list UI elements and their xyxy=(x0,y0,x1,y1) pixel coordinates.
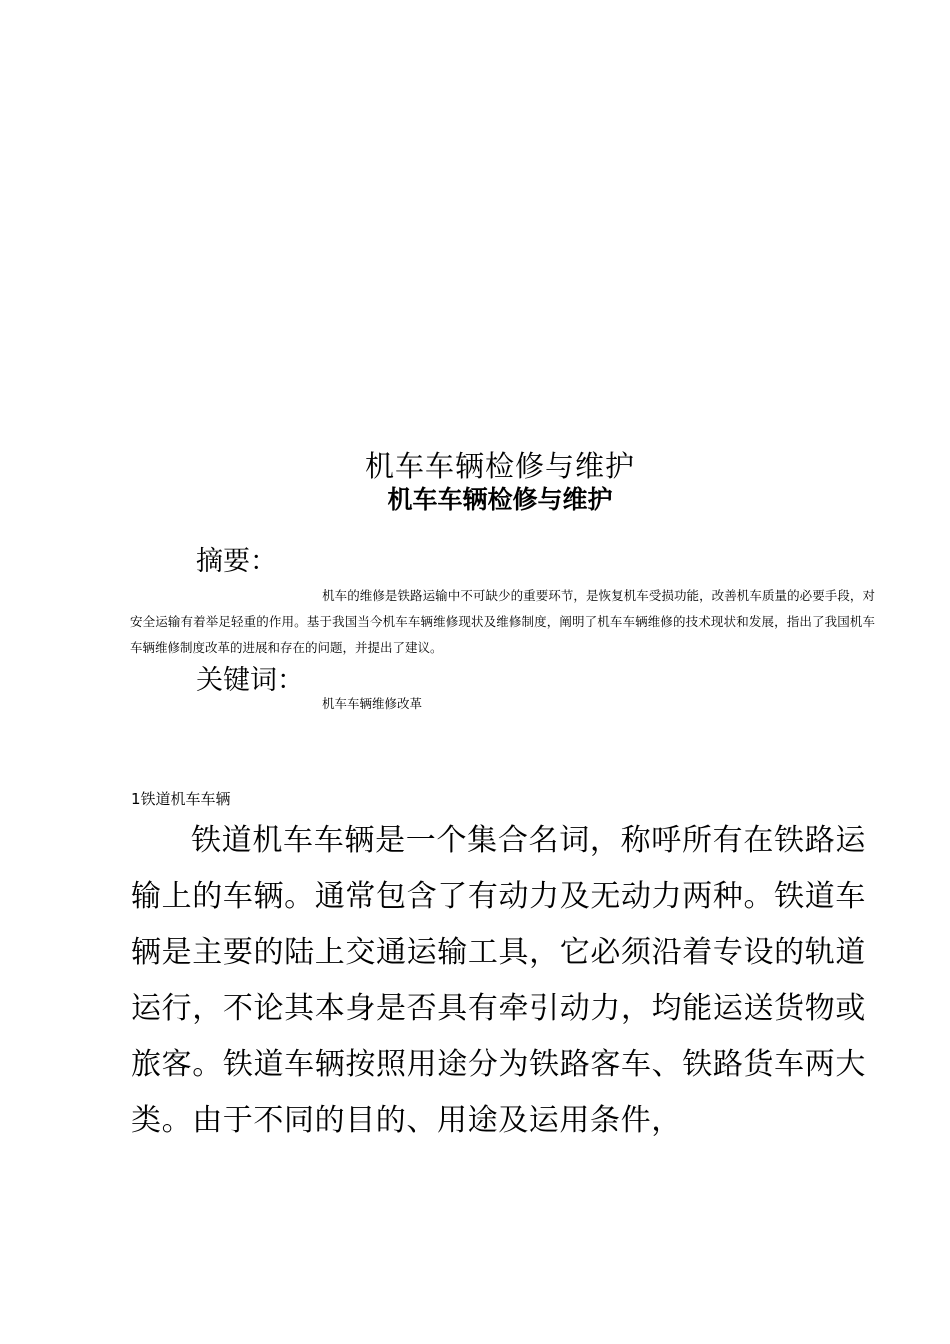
abstract-label: 摘要： xyxy=(196,546,277,577)
keywords-text: 机车车辆维修改革 xyxy=(322,696,423,711)
keywords-label: 关键词： xyxy=(196,665,304,696)
body-paragraph: 铁道机车车辆是一个集合名词，称呼所有在铁路运输上的车辆。通常包含了有动力及无动力两种。铁道车辆是主要的陆上交通运输工具，它必须沿着专设的轨道运行，不论其本身是否具有牵引动力，均能运送货物或旅客。铁道车辆按照用途分为铁路客车、铁路货车两大类。由于不同的目的、用途及运用条件， xyxy=(131,823,866,1138)
section-heading: 1铁道机车车辆 xyxy=(131,790,231,808)
document-subtitle: 机车车辆检修与维护 xyxy=(387,485,613,514)
abstract-text xyxy=(130,583,875,661)
document-title: 机车车辆检修与维护 xyxy=(364,449,635,483)
abstract-body: 机车的维修是铁路运输中不可缺少的重要环节，是恢复机车受损功能，改善机车质量的必要手段，对安全运输有着举足轻重的作用。基于我国当今机车车辆维修现状及维修制度，阐明了机车车辆维修的技术现状和发展，指出了我国机车车辆维修制度改革的进展和存在的问题，并提出了建议。 xyxy=(130,588,875,655)
